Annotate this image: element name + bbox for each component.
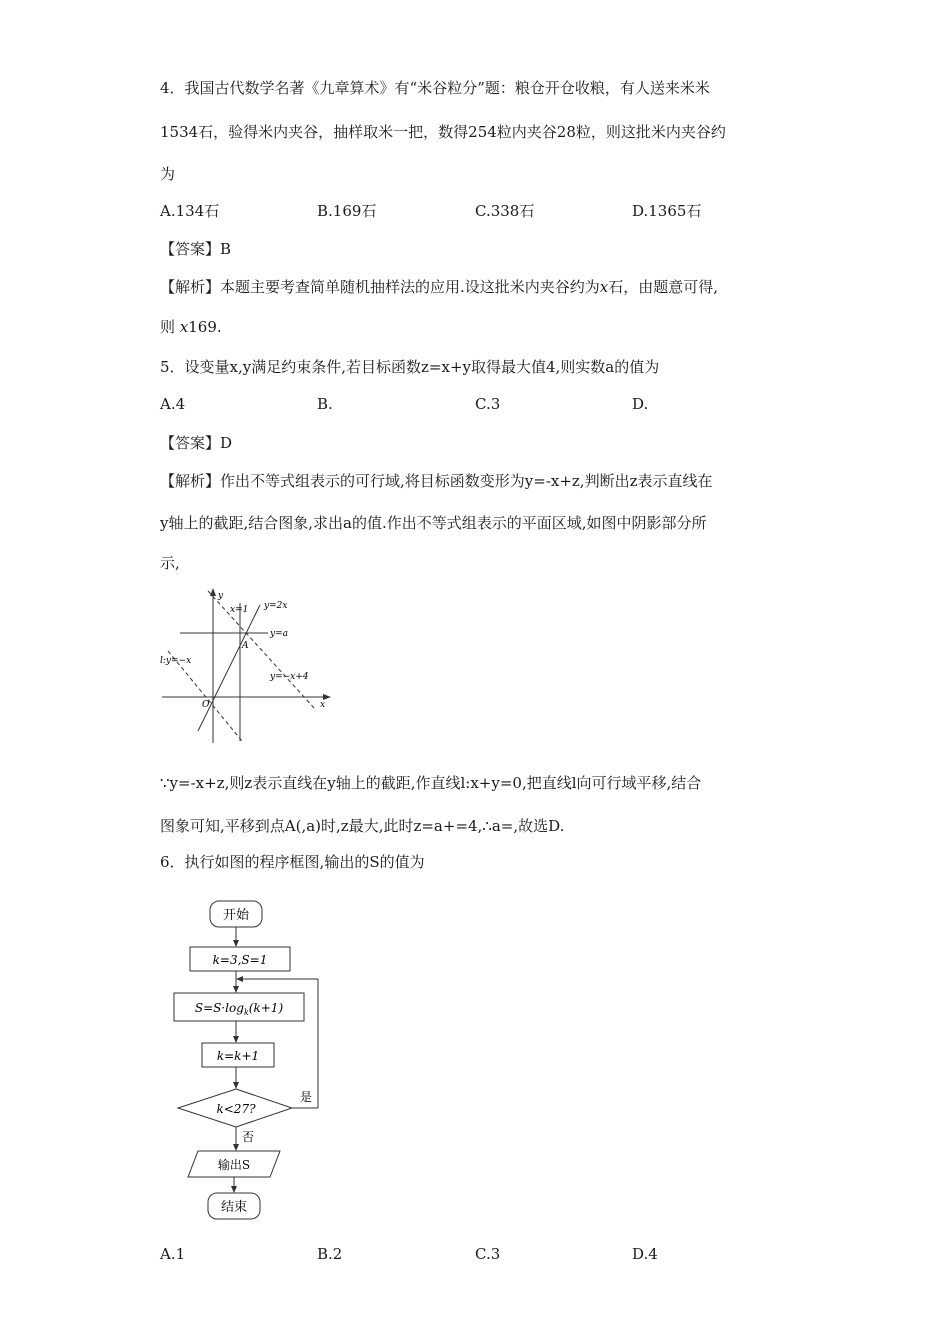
feasible-region-graph xyxy=(160,585,335,745)
q6-options xyxy=(160,1245,800,1265)
q4-analysis-line2 xyxy=(160,316,222,337)
q4-option-c: C.338石 xyxy=(475,202,535,220)
flow-arrowhead-4 xyxy=(233,1082,239,1089)
label-origin: O xyxy=(202,700,210,710)
q4-options xyxy=(160,200,800,220)
q4-answer: 【答案】B xyxy=(160,240,232,258)
q5-options xyxy=(160,395,800,415)
q5-analysis-line2: y轴上的截距,结合图象,求出a的值.作出不等式组表示的平面区域,如图中阴影部分所 xyxy=(160,514,707,532)
flow-end-label: 结束 xyxy=(220,1200,248,1215)
q5-after-line2: 图象可知,平移到点A(,a)时,z最大,此时z=a+=4,∴a=,故选D. xyxy=(160,817,565,835)
flow-output-label: 输出S xyxy=(217,1158,251,1172)
q5-line1: 5．设变量x,y满足约束条件,若目标函数z=x+y取得最大值4,则实数a的值为 xyxy=(160,358,660,376)
flow-arrowhead-6 xyxy=(231,1186,237,1193)
q5-option-d: D. xyxy=(632,395,649,413)
label-point-a: A xyxy=(242,641,249,651)
label-line-l: l:y=−x xyxy=(160,656,192,666)
label-x: x xyxy=(320,700,326,710)
q4-analysis2-var: x xyxy=(179,318,189,336)
flow-init-label: k=3,S=1 xyxy=(212,953,268,967)
flow-start-label: 开始 xyxy=(222,908,250,923)
flow-no-label: 否 xyxy=(242,1130,255,1144)
flow-loop-arrowhead xyxy=(236,976,243,982)
q4-analysis2-text-b: 169. xyxy=(188,318,222,336)
q4-option-b: B.169石 xyxy=(317,202,377,220)
line-y-equals-neg-x-plus-4 xyxy=(208,591,315,709)
q6-option-c: C.3 xyxy=(475,1245,501,1263)
flow-yes-label: 是 xyxy=(300,1090,313,1104)
flow-decision-label: k<27? xyxy=(216,1102,256,1116)
q4-line2: 1534石，验得米内夹谷，抽样取米一把，数得254粒内夹谷28粒，则这批米内夹谷约 xyxy=(160,123,726,141)
label-y: y xyxy=(218,591,224,601)
flow-step-sub: k xyxy=(243,1008,249,1017)
q6-line1: 6．执行如图的程序框图,输出的S的值为 xyxy=(160,853,425,871)
label-y-equals-neg-x-plus-4: y=−x+4 xyxy=(270,672,309,682)
q4-line3: 为 xyxy=(160,165,176,183)
line-y-equals-2x xyxy=(198,605,260,731)
q4-analysis-text-a: 【解析】本题主要考查简单随机抽样法的应用.设这批米内夹谷约为 xyxy=(160,278,600,296)
program-flowchart xyxy=(170,895,350,1225)
label-y-equals-2x: y=2x xyxy=(264,601,288,611)
q6-option-a: A.1 xyxy=(160,1245,186,1263)
label-y-equals-a: y=a xyxy=(270,629,288,639)
q5-option-b: B. xyxy=(317,395,333,413)
flow-arrowhead-1 xyxy=(233,940,239,947)
y-axis-arrow xyxy=(210,588,216,596)
q6-option-d: D.4 xyxy=(632,1245,658,1263)
q4-analysis-text-b: 石，由题意可得, xyxy=(608,278,719,296)
q4-option-d: D.1365石 xyxy=(632,202,702,220)
q4-analysis-line1 xyxy=(160,276,718,297)
q5-analysis-line1: 【解析】作出不等式组表示的可行域,将目标函数变形为y=-x+z,判断出z表示直线在 xyxy=(160,472,713,490)
flow-step-label xyxy=(195,1001,284,1017)
q4-analysis-var: x xyxy=(599,278,609,296)
q4-analysis2-text-a: 则 xyxy=(160,318,176,336)
flow-step-main: S=S·log xyxy=(194,1001,244,1015)
label-x-equals-1: x=1 xyxy=(230,605,249,615)
flow-increment-label: k=k+1 xyxy=(216,1049,260,1063)
q4-option-a: A.134石 xyxy=(160,202,220,220)
q5-analysis-line3: 示, xyxy=(160,554,180,572)
q4-line1: 4．我国古代数学名著《九章算术》有“米谷粒分”题：粮仓开仓收粮，有人送来米米 xyxy=(160,79,710,97)
q6-option-b: B.2 xyxy=(317,1245,343,1263)
q5-option-a: A.4 xyxy=(160,395,186,413)
flow-arrowhead-3 xyxy=(233,1036,239,1043)
flow-step-tail: (k+1) xyxy=(248,1001,284,1015)
q5-after-line1: ∵y=-x+z,则z表示直线在y轴上的截距,作直线l:x+y=0,把直线l向可行域平移,结合 xyxy=(160,774,702,792)
q5-answer: 【答案】D xyxy=(160,434,233,452)
flow-arrowhead-5 xyxy=(233,1144,239,1151)
q5-option-c: C.3 xyxy=(475,395,501,413)
flow-arrowhead-2 xyxy=(233,986,239,993)
